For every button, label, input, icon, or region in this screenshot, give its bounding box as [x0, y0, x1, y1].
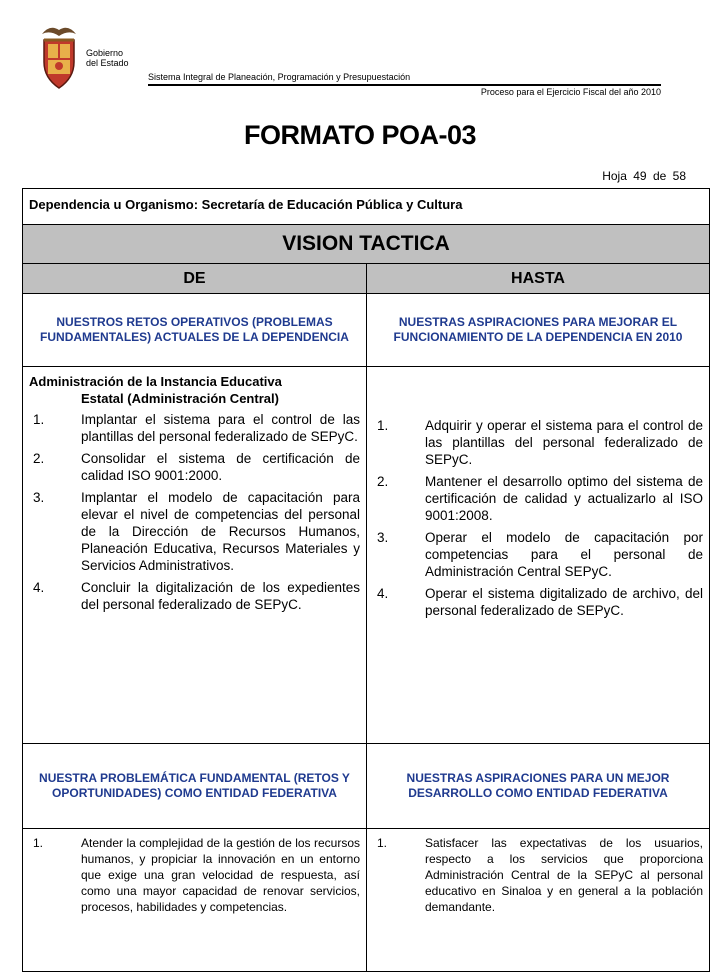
section1-left-title: [29, 373, 360, 407]
page-label: Hoja: [602, 169, 627, 183]
system-name: Sistema Integral de Planeación, Programación y Presupuestación: [148, 72, 411, 82]
list-item: 3. Implantar el modelo de capacitación para elevar el nivel de competencias del personal de la Dirección de Recursos Humanos, Planeación Educativa, Recursos Materiales y Servicios Administrativos.: [33, 490, 360, 573]
list-item: 4. Operar el sistema digitalizado de archivo, del personal federalizado de SEPyC.: [377, 586, 703, 618]
section1-right-cell: [367, 367, 710, 744]
section1-right-heading: NUESTRAS ASPIRACIONES PARA MEJORAR EL FUNCIONAMIENTO DE LA DEPENDENCIA EN 2010: [367, 294, 710, 367]
page-total: 58: [672, 169, 686, 183]
section1-left-cell: [23, 367, 367, 744]
page-of: de: [652, 169, 667, 183]
header-rule: [148, 84, 661, 86]
section1-left-title-line2: Estatal (Administración Central): [81, 391, 279, 406]
page-current: 49: [633, 169, 647, 183]
list-item: 3. Operar el modelo de capacitación por competencias para el personal de Administración Central SEPyC.: [377, 530, 703, 579]
list-item: 2. Mantener el desarrollo optimo del sistema de certificación de calidad y actualizarlo al ISO 9001:2008.: [377, 474, 703, 523]
page-title: FORMATO POA-03: [243, 120, 477, 150]
section2-left-list: [29, 835, 360, 915]
government-line-2: del Estado: [86, 58, 129, 68]
page-counter: [602, 169, 686, 183]
poa-table: [22, 188, 710, 972]
dependency-cell: Dependencia u Organismo: Secretaría de Educación Pública y Cultura: [23, 189, 710, 225]
section2-right-cell: [367, 829, 710, 972]
section1-right-list: [373, 417, 703, 619]
section2-left-cell: [23, 829, 367, 972]
section2-right-list: [373, 835, 703, 915]
section2-left-heading: NUESTRA PROBLEMÁTICA FUNDAMENTAL (RETOS Y OPORTUNIDADES) COMO ENTIDAD FEDERATIVA: [23, 744, 367, 829]
list-item: 2. Consolidar el sistema de certificación de calidad ISO 9001:2000.: [33, 451, 360, 483]
process-label: Proceso para el Ejercicio Fiscal del año 2010: [480, 87, 661, 97]
vision-header: VISION TACTICA: [23, 225, 710, 264]
list-item: 1. Implantar el sistema para el control de las plantillas del personal federalizado de SEPyC.: [33, 412, 360, 444]
column-from-header: DE: [23, 264, 367, 294]
list-item: 1. Satisfacer las expectativas de los usuarios, respecto a los servicios que proporciona Administración Central de la SEPyC al personal educativo en Sinaloa y en general a la población demandante.: [377, 836, 703, 914]
state-crest-logo: [38, 18, 80, 94]
section2-right-heading: NUESTRAS ASPIRACIONES PARA UN MEJOR DESARROLLO COMO ENTIDAD FEDERATIVA: [367, 744, 710, 829]
column-to-header: HASTA: [367, 264, 710, 294]
list-item: 4. Concluir la digitalización de los expedientes del personal federalizado de SEPyC.: [33, 580, 360, 612]
list-item: 1. Adquirir y operar el sistema para el control de las plantillas del personal federalizado de SEPyC.: [377, 418, 703, 467]
government-label: [86, 48, 129, 68]
section1-left-title-line1: Administración de la Instancia Educativa: [29, 374, 282, 389]
section1-left-heading: NUESTROS RETOS OPERATIVOS (PROBLEMAS FUNDAMENTALES) ACTUALES DE LA DEPENDENCIA: [23, 294, 367, 367]
section1-left-list: [29, 411, 360, 613]
government-line-1: Gobierno: [86, 48, 124, 58]
list-item: 1. Atender la complejidad de la gestión de los recursos humanos, y propiciar la innovación en un entorno que exige una gran velocidad de respuesta, así como una mayor capacidad de renovar servicios, procesos, habilidades y competencias.: [33, 836, 360, 914]
